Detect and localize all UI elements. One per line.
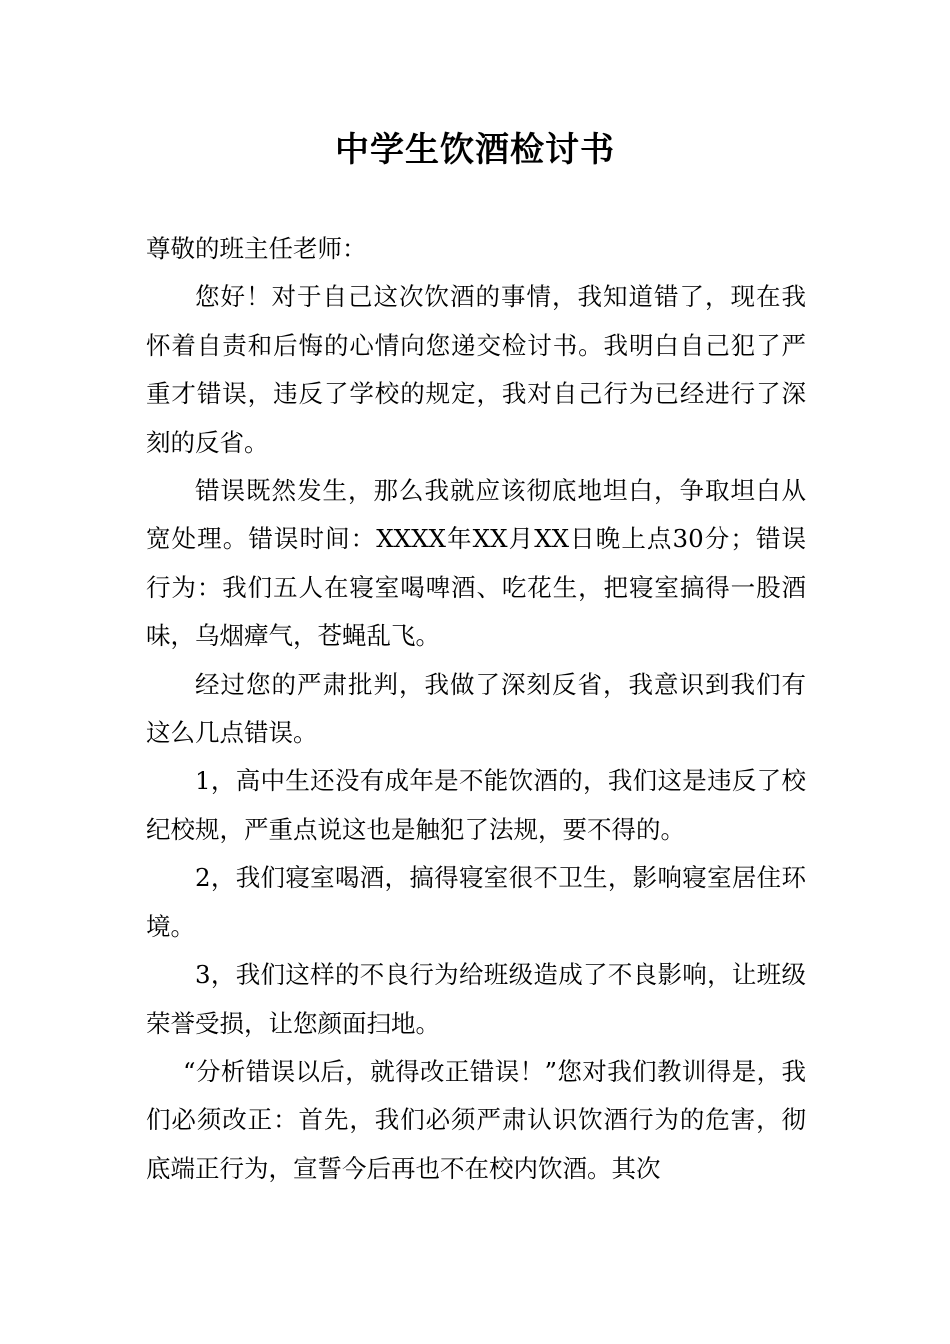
paragraph-greeting: 您好！对于自己这次饮酒的事情，我知道错了，现在我怀着自责和后悔的心情向您递交检讨书。我明白自己犯了严重才错误，违反了学校的规定，我对自己行为已经进行了深刻的反省。: [146, 282, 806, 457]
paragraph-correction: “分析错误以后，就得改正错误！”您对我们教训得是，我们必须改正：首先，我们必须严肃认识饮酒行为的危害，彻底端正行为，宣誓今后再也不在校内饮酒。其次: [146, 1056, 806, 1183]
paragraph-confession: 错误既然发生，那么我就应该彻底地坦白，争取坦白从宽处理。错误时间：XXXX年XX月XX日晚上点30分；错误行为：我们五人在寝室喝啤酒、吃花生，把寝室搞得一股酒味，乌烟瘴气，苍蝇乱飞。: [146, 476, 806, 651]
paragraph-point-3: 3，我们这样的不良行为给班级造成了不良影响，让班级荣誉受损，让您颜面扫地。: [146, 960, 806, 1038]
paragraph-point-1: 1，高中生还没有成年是不能饮酒的，我们这是违反了校纪校规，严重点说这也是触犯了法规，要不得的。: [146, 766, 806, 844]
document-title: 中学生饮酒检讨书: [335, 130, 615, 170]
paragraph-reflection: 经过您的严肃批判，我做了深刻反省，我意识到我们有这么几点错误。: [146, 669, 806, 748]
paragraph-point-2: 2，我们寝室喝酒，搞得寝室很不卫生，影响寝室居住环境。: [146, 863, 806, 941]
salutation: 尊敬的班主任老师：: [146, 234, 367, 263]
document-body: [146, 225, 806, 1193]
